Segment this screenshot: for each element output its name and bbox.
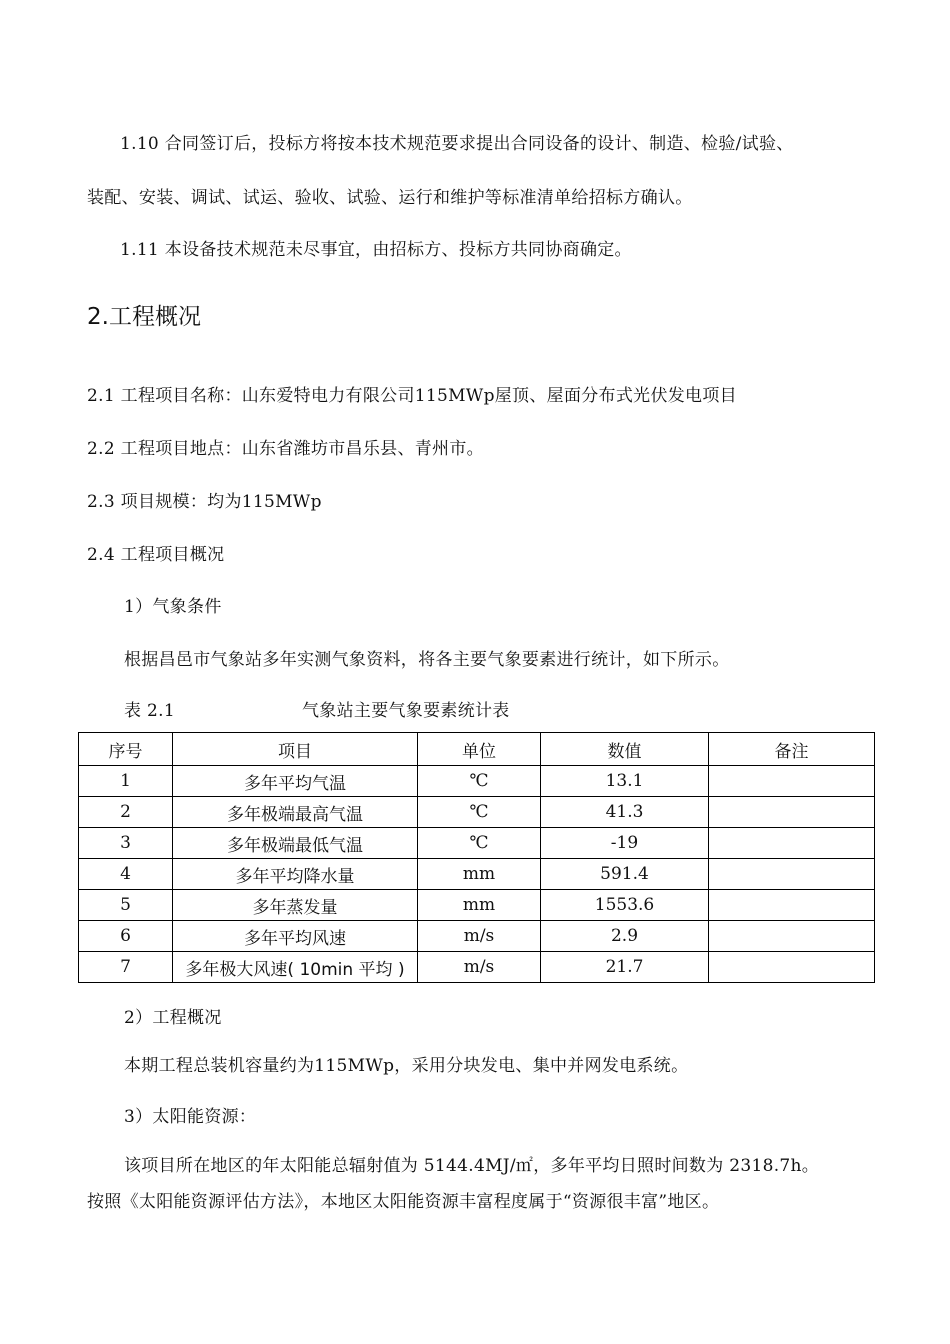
paragraph-1-10-line1: 1.10 合同签订后，投标方将按本技术规范要求提出合同设备的设计、制造、检验/试验、 (120, 134, 794, 154)
subsection-1-text: 根据昌邑市气象站多年实测气象资料，将各主要气象要素进行统计，如下所示。 (124, 650, 730, 670)
cell-note (709, 890, 875, 921)
cell-unit: mm (418, 859, 541, 890)
cell-no: 1 (79, 766, 173, 797)
section-heading: 2.工程概况 (87, 304, 201, 330)
paragraph-1-11: 1.11 本设备技术规范未尽事宜，由招标方、投标方共同协商确定。 (120, 240, 632, 260)
table-row (79, 859, 875, 890)
table-row (79, 890, 875, 921)
cell-item: 多年平均风速 (173, 921, 418, 952)
cell-value: 2.9 (541, 921, 709, 952)
table-row (79, 952, 875, 983)
meteorology-table (78, 732, 875, 983)
table-row (79, 766, 875, 797)
cell-no: 5 (79, 890, 173, 921)
header-no: 序号 (79, 733, 173, 766)
cell-unit: ℃ (418, 766, 541, 797)
cell-unit: m/s (418, 952, 541, 983)
header-unit: 单位 (418, 733, 541, 766)
table-caption-title: 气象站主要气象要素统计表 (302, 701, 510, 721)
cell-no: 3 (79, 828, 173, 859)
cell-item: 多年极端最低气温 (173, 828, 418, 859)
subsection-3-text-line2: 按照《太阳能资源评估方法》，本地区太阳能资源丰富程度属于“资源很丰富”地区。 (87, 1192, 720, 1212)
cell-item: 多年极大风速( 10min 平均 ) (173, 952, 418, 983)
cell-value: 591.4 (541, 859, 709, 890)
cell-value: -19 (541, 828, 709, 859)
cell-note (709, 859, 875, 890)
cell-item: 多年平均降水量 (173, 859, 418, 890)
subsection-2-title: 2）工程概况 (124, 1008, 222, 1028)
table-header-row (79, 733, 875, 766)
cell-note (709, 828, 875, 859)
cell-item: 多年蒸发量 (173, 890, 418, 921)
subsection-3-title: 3）太阳能资源： (124, 1107, 257, 1127)
cell-unit: m/s (418, 921, 541, 952)
cell-unit: ℃ (418, 828, 541, 859)
subsection-1-title: 1）气象条件 (124, 597, 222, 617)
cell-value: 13.1 (541, 766, 709, 797)
header-item: 项目 (173, 733, 418, 766)
paragraph-1-10-line2: 装配、安装、调试、试运、验收、试验、运行和维护等标准清单给招标方确认。 (87, 188, 693, 208)
cell-unit: ℃ (418, 797, 541, 828)
cell-value: 41.3 (541, 797, 709, 828)
cell-no: 4 (79, 859, 173, 890)
cell-note (709, 921, 875, 952)
cell-no: 2 (79, 797, 173, 828)
cell-no: 7 (79, 952, 173, 983)
cell-note (709, 952, 875, 983)
cell-value: 21.7 (541, 952, 709, 983)
cell-item: 多年平均气温 (173, 766, 418, 797)
cell-no: 6 (79, 921, 173, 952)
cell-note (709, 766, 875, 797)
item-2-3: 2.3 项目规模：均为115MWp (87, 492, 322, 512)
table-row (79, 828, 875, 859)
cell-note (709, 797, 875, 828)
cell-item: 多年极端最高气温 (173, 797, 418, 828)
table-row (79, 797, 875, 828)
cell-unit: mm (418, 890, 541, 921)
subsection-2-text: 本期工程总装机容量约为115MWp，采用分块发电、集中并网发电系统。 (124, 1056, 689, 1076)
header-note: 备注 (709, 733, 875, 766)
item-2-4: 2.4 工程项目概况 (87, 545, 225, 565)
item-2-2: 2.2 工程项目地点：山东省潍坊市昌乐县、青州市。 (87, 439, 484, 459)
table-caption-number: 表 2.1 (124, 701, 175, 721)
table-row (79, 921, 875, 952)
cell-value: 1553.6 (541, 890, 709, 921)
subsection-3-text-line1: 该项目所在地区的年太阳能总辐射值为 5144.4MJ/㎡，多年平均日照时间数为 2318.7h。 (124, 1156, 820, 1176)
item-2-1: 2.1 工程项目名称：山东爱特电力有限公司115MWp屋顶、屋面分布式光伏发电项目 (87, 386, 737, 406)
header-value: 数值 (541, 733, 709, 766)
